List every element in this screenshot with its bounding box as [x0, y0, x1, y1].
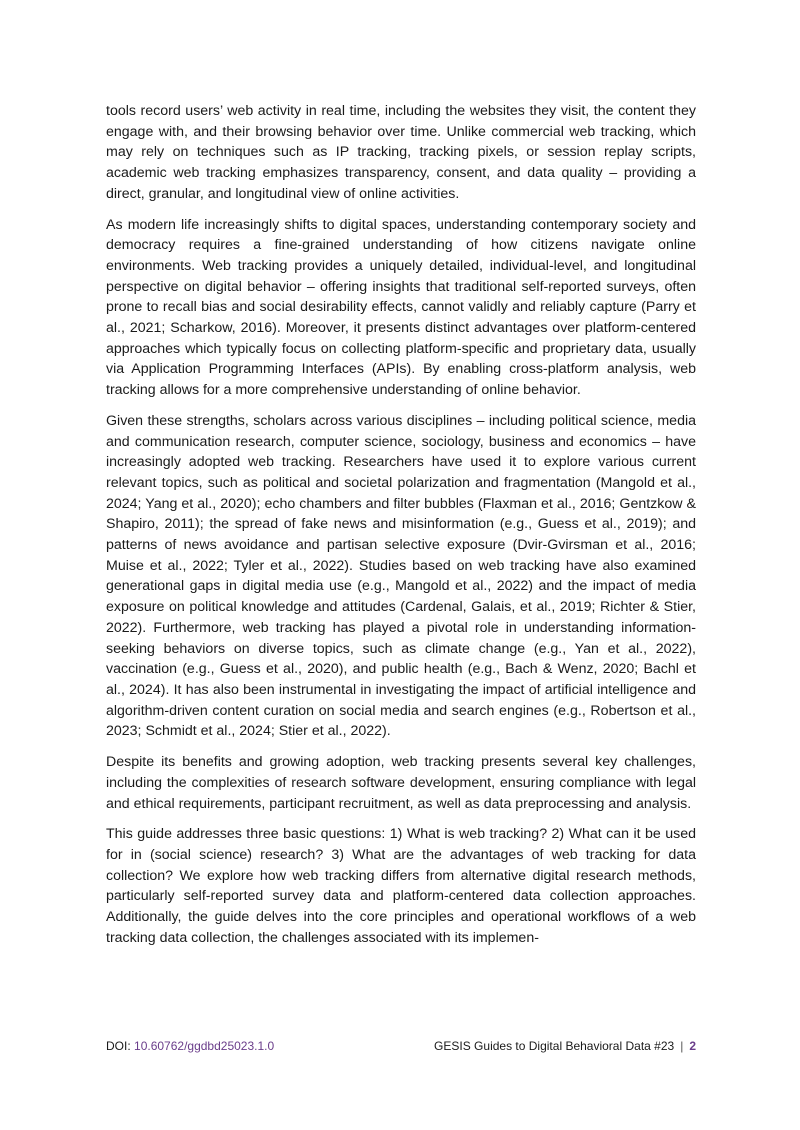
series-info: [434, 1038, 696, 1054]
body-paragraph-3: Given these strengths, scholars across various disciplines – including political science, media and communication research, computer science, sociology, business and economics – have increasingly adopted web tracking. Researchers have used it to explore various current relevant topics, such as political and societal polarization and fragmentation (Mangold et al., 2024; Yang et al., 2020); echo chambers and filter bubbles (Flaxman et al., 2016; Gentzkow & Shapiro, 2011); the spread of fake news and misinformation (e.g., Guess et al., 2019); and patterns of news avoidance and partisan selective exposure (Dvir-Gvirsman et al., 2016; Muise et al., 2022; Tyler et al., 2022). Studies based on web tracking have also examined generational gaps in digital media use (e.g., Mangold et al., 2022) and the impact of media exposure on political knowledge and attitudes (Cardenal, Galais, et al., 2019; Richter & Stier, 2022). Furthermore, web tracking has played a pivotal role in understanding information-seeking behaviors on diverse topics, such as climate change (e.g., Yan et al., 2022), vaccination (e.g., Guess et al., 2020), and public health (e.g., Bach & Wenz, 2020; Bachl et al., 2024). It has also been instrumental in investigating the impact of artificial intelligence and algorithm-driven content curation on social media and search engines (e.g., Robertson et al., 2023; Schmidt et al., 2024; Stier et al., 2022).: [106, 412, 696, 740]
page-body: [106, 101, 696, 958]
page-number: 2: [689, 1039, 696, 1053]
page-footer: [106, 1038, 696, 1054]
doi-label: DOI:: [106, 1039, 135, 1053]
body-paragraph-4: Despite its benefits and growing adoption, web tracking presents several key challenges, including the complexities of research software development, ensuring compliance with legal and ethical requirements, participant recruitment, as well as data preprocessing and analysis.: [106, 754, 696, 812]
body-paragraph-5: This guide addresses three basic questions: 1) What is web tracking? 2) What can it be used for in (social science) research? 3) What are the advantages of web tracking for data collection? We explore how web tracking differs from alternative digital research methods, particularly self-reported survey data and platform-centered data collection approaches. Additionally, the guide delves into the core principles and operational workflows of a web tracking data collection, the challenges associated with its implemen-: [106, 826, 696, 946]
doi-reference: [106, 1038, 274, 1054]
body-paragraph-1: tools record users’ web activity in real time, including the websites they visit, the content they engage with, and their browsing behavior over time. Unlike commercial web tracking, which may rely on techniques such as IP tracking, tracking pixels, or session replay scripts, academic web tracking emphasizes transparency, consent, and data quality – providing a direct, granular, and longitudinal view of online activities.: [106, 103, 696, 202]
doi-link[interactable]: 10.60762/ggdbd25023.1.0: [134, 1039, 275, 1053]
body-paragraph-2: As modern life increasingly shifts to digital spaces, understanding contemporary society and democracy requires a fine-grained understanding of how citizens navigate online environments. Web tracking provides a uniquely detailed, individual-level, and longitudinal perspective on digital behavior – offering insights that traditional self-reported surveys, often prone to recall bias and social desirability effects, cannot validly and reliably capture (Parry et al., 2021; Scharkow, 2016). Moreover, it presents distinct advantages over platform-centered approaches which typically focus on collecting platform-specific and proprietary data, usually via Application Programming Interfaces (APIs). By enabling cross-platform analysis, web tracking allows for a more comprehensive understanding of online behavior.: [106, 216, 696, 399]
series-title: GESIS Guides to Digital Behavioral Data #23: [434, 1039, 675, 1053]
footer-separator: |: [680, 1039, 684, 1053]
